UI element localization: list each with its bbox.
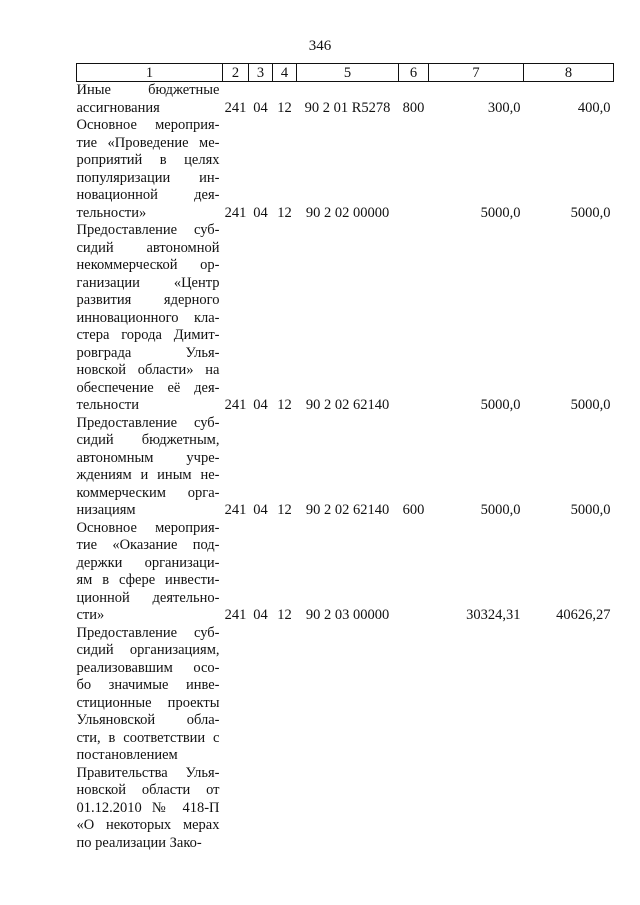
row-name-line: Основное мероприя- xyxy=(76,519,220,536)
row-cell-c5: 90 2 01 R5278 xyxy=(304,99,391,116)
row-name-line: Иные бюджетные xyxy=(76,82,220,98)
row-name-line: 01.12.2010 № 418-П xyxy=(76,799,220,816)
row-cell-c4: 12 xyxy=(277,607,292,623)
table-row xyxy=(77,222,614,415)
row-name-line: тельности xyxy=(76,397,140,413)
row-cell-c6: 800 xyxy=(402,99,425,116)
row-cell-c3: 04 xyxy=(253,502,268,518)
row-name-line: автономным учре- xyxy=(76,449,220,466)
row-cell-c8: 40626,27 xyxy=(556,607,611,623)
row-cell-c8: 5000,0 xyxy=(570,204,611,221)
row-cell-c5: 90 2 02 00000 xyxy=(305,204,390,221)
row-cell-c6 xyxy=(399,222,429,415)
row-name-line: сидий организациям, xyxy=(76,642,220,658)
row-name-line: Ульяновской обла- xyxy=(76,712,220,728)
row-cell-c7: 300,0 xyxy=(487,99,521,116)
row-name-line: ям в сфере инвести- xyxy=(76,572,220,588)
row-name-line: развития ядерного xyxy=(76,292,220,308)
row-name-line: держки организаци- xyxy=(76,554,220,571)
row-cell-c4 xyxy=(273,625,297,853)
row-cell-c6: 600 xyxy=(402,502,425,518)
row-cell-c8: 400,0 xyxy=(577,99,611,116)
table-row xyxy=(77,117,614,222)
row-name-line: Основное мероприя- xyxy=(76,117,220,133)
row-name-cell xyxy=(77,625,223,853)
column-header: 7 xyxy=(429,64,524,82)
row-name-line: тие «Проведение ме- xyxy=(76,134,220,151)
row-cell-c7: 30324,31 xyxy=(466,607,521,623)
row-cell-c3: 04 xyxy=(253,204,268,221)
row-name-line: стера города Димит- xyxy=(76,327,220,343)
row-name-line: Правительства Улья- xyxy=(76,764,220,781)
row-cell-c2: 241 xyxy=(224,397,247,413)
table-row xyxy=(77,415,614,520)
row-cell-c8: 5000,0 xyxy=(570,502,611,518)
row-cell-c4: 12 xyxy=(277,204,292,221)
column-header: 4 xyxy=(273,64,297,82)
row-cell-c2: 241 xyxy=(224,607,247,623)
row-name-line: Предоставление суб- xyxy=(76,414,220,431)
row-cell-c4: 12 xyxy=(277,99,292,116)
row-name-line: роприятий в целях xyxy=(76,152,220,168)
column-header: 2 xyxy=(223,64,249,82)
row-name-cell xyxy=(77,520,223,625)
page-number: 346 xyxy=(308,38,332,54)
row-cell-c7: 5000,0 xyxy=(480,502,521,518)
row-name-line: тие «Оказание под- xyxy=(76,537,220,553)
row-cell-c2: 241 xyxy=(224,99,247,116)
row-cell-c7: 5000,0 xyxy=(480,204,521,221)
row-cell-c3: 04 xyxy=(253,99,268,116)
row-name-line: ассигнования xyxy=(76,99,160,116)
budget-table xyxy=(76,63,614,852)
table-header-row xyxy=(77,64,614,82)
row-cell-c4: 12 xyxy=(277,397,292,413)
row-name-line: постановлением xyxy=(76,747,178,763)
column-header: 3 xyxy=(249,64,273,82)
row-name-line: обеспечение её дея- xyxy=(76,379,220,396)
row-name-line: инновационного кла- xyxy=(76,309,220,326)
row-name-cell xyxy=(77,415,223,520)
row-name-line: коммерческим орга- xyxy=(76,484,220,501)
row-cell-c3: 04 xyxy=(253,397,268,413)
column-header: 5 xyxy=(297,64,399,82)
table-row xyxy=(77,625,614,853)
row-name-line: Предоставление суб- xyxy=(76,624,220,641)
row-cell-c6 xyxy=(399,520,429,625)
row-cell-c2: 241 xyxy=(224,502,247,518)
row-name-line: сидий бюджетным, xyxy=(76,432,220,448)
row-cell-c5: 90 2 02 62140 xyxy=(305,502,390,518)
row-cell-c6 xyxy=(399,625,429,853)
row-name-line: ровграда Улья- xyxy=(76,344,220,361)
row-cell-c7: 5000,0 xyxy=(480,397,521,413)
row-cell-c3: 04 xyxy=(253,607,268,623)
row-name-line: сти, в соответствии с xyxy=(76,729,220,746)
row-cell-c7 xyxy=(429,625,524,853)
row-name-line: реализовавшим осо- xyxy=(76,659,220,676)
table-row xyxy=(77,82,614,118)
row-name-line: новационной дея- xyxy=(76,187,220,203)
row-name-cell xyxy=(77,222,223,415)
row-cell-c8 xyxy=(524,625,614,853)
row-cell-c2 xyxy=(223,625,249,853)
column-header: 6 xyxy=(399,64,429,82)
row-name-line: стиционные проекты xyxy=(76,694,220,711)
row-name-line: «О некоторых мерах xyxy=(76,817,220,833)
row-cell-c2: 241 xyxy=(224,204,247,221)
row-name-cell xyxy=(77,117,223,222)
row-name-line: ждениям и иным не- xyxy=(76,467,220,483)
row-name-line: сти» xyxy=(76,607,105,623)
row-name-cell xyxy=(77,82,223,118)
row-cell-c6 xyxy=(399,117,429,222)
row-name-line: популяризации ин- xyxy=(76,169,220,186)
column-header: 1 xyxy=(77,64,223,82)
column-header: 8 xyxy=(524,64,614,82)
row-cell-c8: 5000,0 xyxy=(570,397,611,413)
row-name-line: Предоставление суб- xyxy=(76,222,220,238)
row-name-line: по реализации Зако- xyxy=(76,834,202,851)
row-cell-c5: 90 2 02 62140 xyxy=(305,397,390,413)
table-row xyxy=(77,520,614,625)
row-name-line: ганизации «Центр xyxy=(76,274,220,291)
row-cell-c3 xyxy=(249,625,273,853)
row-name-line: новской области от xyxy=(76,782,220,798)
row-name-line: низациям xyxy=(76,502,136,518)
row-name-line: ционной деятельно- xyxy=(76,589,220,606)
row-cell-c4: 12 xyxy=(277,502,292,518)
row-name-line: сидий автономной xyxy=(76,239,220,256)
row-name-line: новской области» на xyxy=(76,362,220,378)
row-name-line: бо значимые инве- xyxy=(76,677,220,693)
row-name-line: некоммерческой ор- xyxy=(76,257,220,273)
row-name-line: тельности» xyxy=(76,204,147,221)
row-cell-c5: 90 2 03 00000 xyxy=(305,607,390,623)
row-cell-c5 xyxy=(297,625,399,853)
table-body xyxy=(77,82,614,853)
